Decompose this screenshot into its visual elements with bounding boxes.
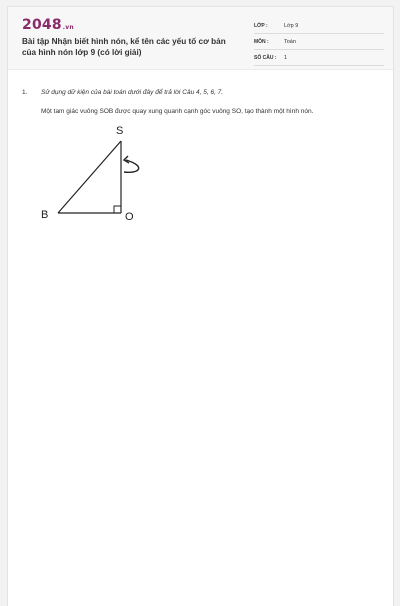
question-text: Một tam giác vuông SOB được quay xung quanh cạnh góc vuông SO, tạo thành một hình nón. xyxy=(41,108,314,115)
question-number: 1. xyxy=(22,89,28,96)
question-instruction: Sử dụng dữ kiện của bài toán dưới đây để trả lời Câu 4, 5, 6, 7. xyxy=(41,89,224,96)
meta-value: Toán xyxy=(284,38,296,45)
side-sb xyxy=(58,141,121,213)
logo-tld: .vn xyxy=(62,24,74,31)
meta-value: Lớp 9 xyxy=(284,22,299,29)
site-logo[interactable] xyxy=(22,17,74,33)
meta-key: SỐ CÂU : xyxy=(254,54,277,61)
worksheet-title: Bài tập Nhận biết hình nón, kể tên các yếu tố cơ bản của hình nón lớp 9 (có lời giải) xyxy=(22,37,226,57)
meta-key: LỚP : xyxy=(254,22,268,29)
triangle-figure xyxy=(36,121,146,231)
meta-row-subject xyxy=(254,34,384,50)
meta-key: MÔN : xyxy=(254,38,269,45)
meta-row-count xyxy=(254,50,384,66)
meta-value: 1 xyxy=(284,54,288,61)
label-b: B xyxy=(41,209,49,221)
label-s: S xyxy=(116,125,124,137)
worksheet-header xyxy=(8,7,393,70)
worksheet-page xyxy=(7,6,394,606)
right-angle-marker xyxy=(114,206,121,213)
label-o: O xyxy=(125,211,134,223)
logo-number: 2048 xyxy=(22,17,62,33)
worksheet-meta xyxy=(254,18,384,66)
meta-row-grade xyxy=(254,18,384,34)
